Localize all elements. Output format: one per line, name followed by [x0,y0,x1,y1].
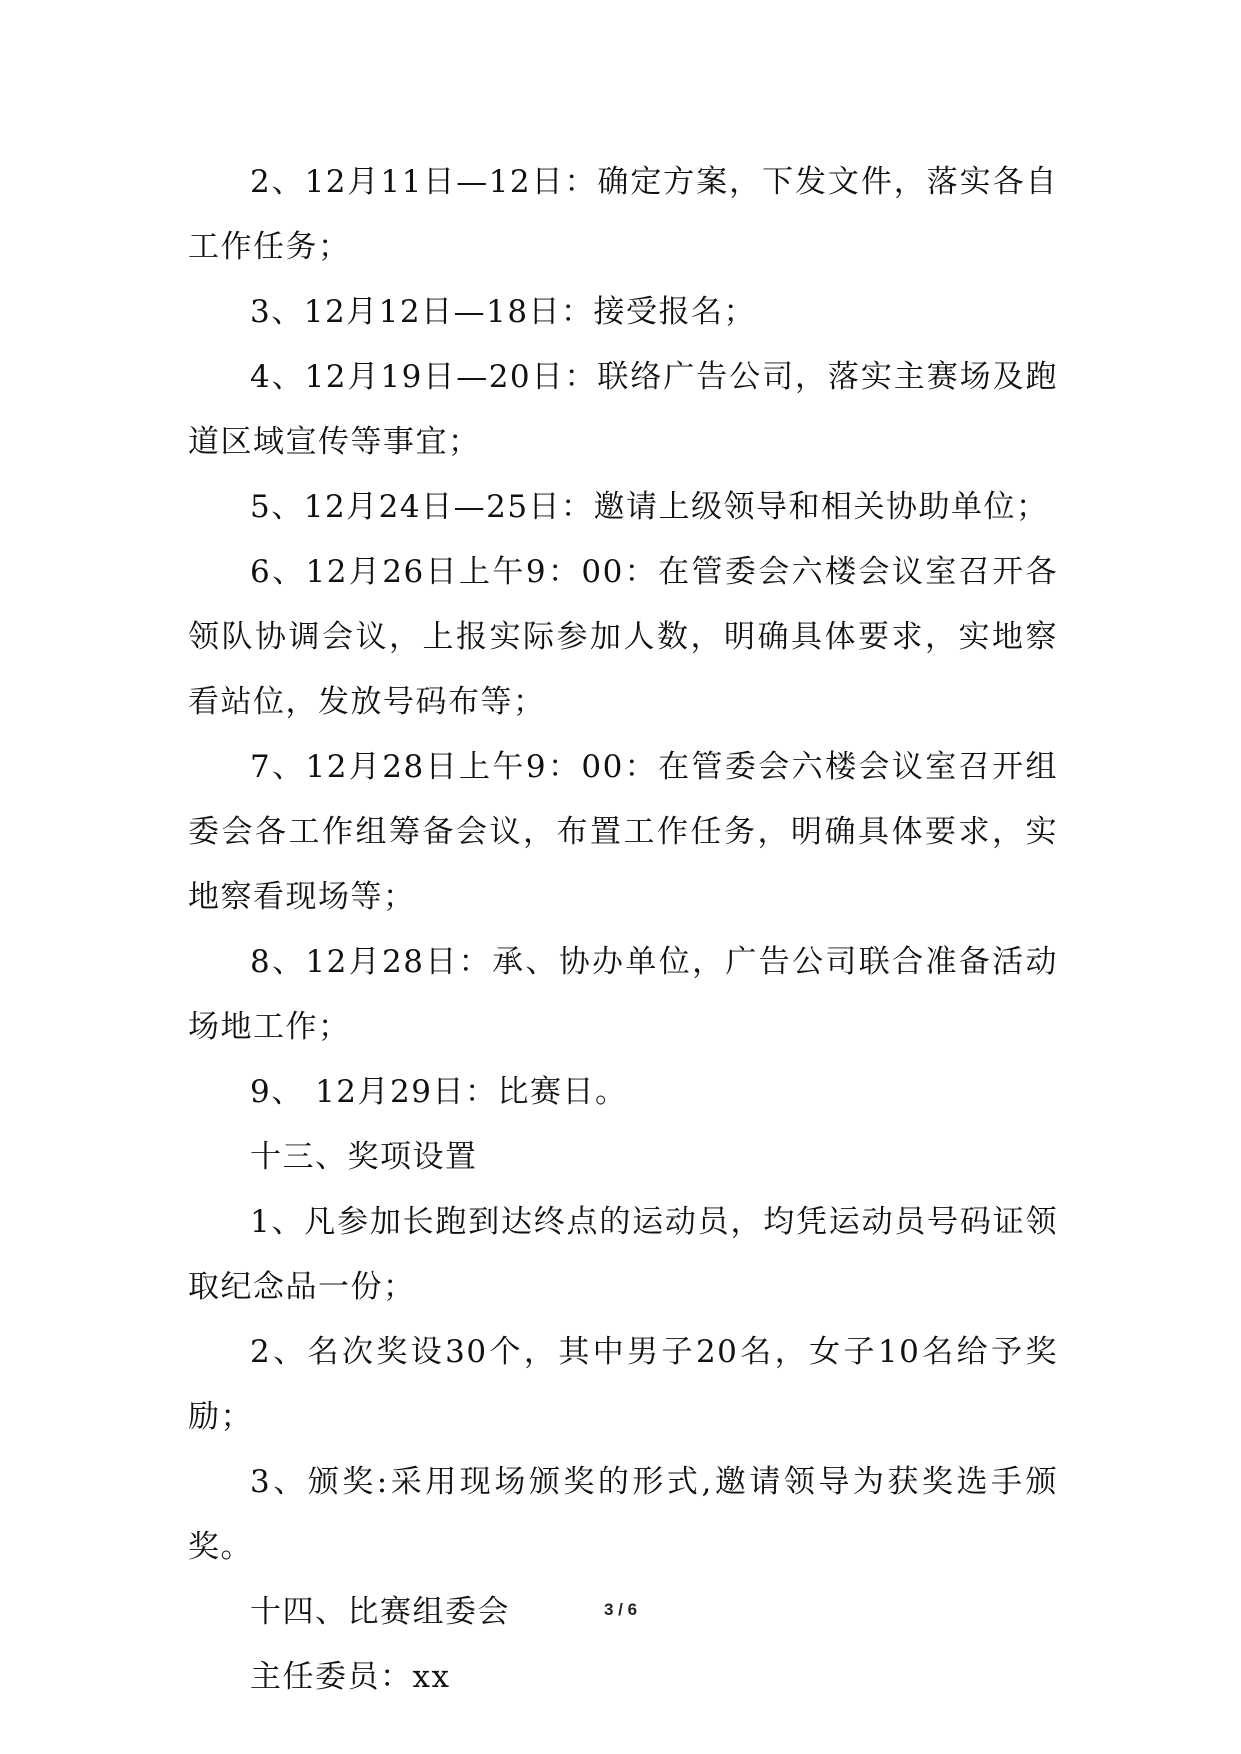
paragraph-award-3: 3、颁奖:采用现场颁奖的形式,邀请领导为获奖选手颁奖。 [188,1464,1058,1565]
paragraph-schedule-6: 6、12月26日上午9：00：在管委会六楼会议室召开各领队协调会议，上报实际参加人数，明确具体要求，实地察看站位，发放号码布等； [188,554,1058,720]
paragraph-schedule-3: 3、12月12日—18日：接受报名； [250,294,757,330]
paragraph-committee-chair: 主任委员：xx [250,1659,451,1695]
section-heading-committee: 十四、比赛组委会 [250,1594,510,1630]
paragraph-award-1: 1、凡参加长跑到达终点的运动员，均凭运动员号码证领取纪念品一份； [188,1204,1058,1305]
document-body [188,150,1058,1710]
paragraph-schedule-5: 5、12月24日—25日：邀请上级领导和相关协助单位； [250,489,1049,525]
paragraph-award-2: 2、名次奖设30个，其中男子20名，女子10名给予奖励； [188,1334,1058,1435]
paragraph-schedule-7: 7、12月28日上午9：00：在管委会六楼会议室召开组委会各工作组筹备会议，布置工作任务，明确具体要求，实地察看现场等； [188,749,1058,915]
section-heading-awards: 十三、奖项设置 [250,1139,478,1175]
paragraph-schedule-2: 2、12月11日—12日：确定方案，下发文件，落实各自工作任务； [188,164,1058,265]
paragraph-schedule-9: 9、 12月29日：比赛日。 [250,1074,628,1110]
paragraph-schedule-8: 8、12月28日：承、协办单位，广告公司联合准备活动场地工作； [188,944,1058,1045]
paragraph-schedule-4: 4、12月19日—20日：联络广告公司，落实主赛场及跑道区域宣传等事宜； [188,359,1058,460]
page-number: 3 / 6 [603,1600,638,1619]
